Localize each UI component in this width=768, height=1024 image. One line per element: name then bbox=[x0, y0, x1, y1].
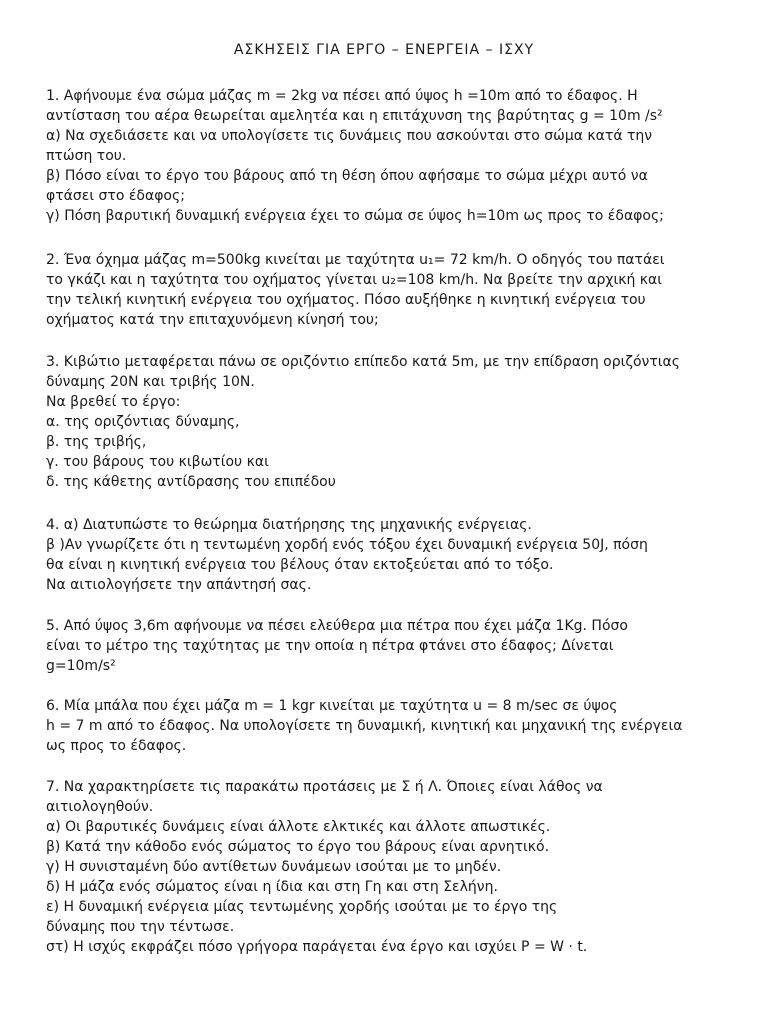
q7-item-e: ε) Η δυναμική ενέργεια μίας τεντωμένης χορδής ισούται με το έργο της bbox=[46, 899, 558, 915]
q1-part-a: πτώση του. bbox=[46, 148, 127, 164]
q7-item-b: β) Κατά την κάθοδο ενός σώματος το έργο του βάρους είναι αρνητικό. bbox=[46, 839, 550, 855]
q4-part-b: θα είναι η κινητική ενέργεια του βέλους όταν εκτοξεύεται από το τόξο. bbox=[46, 557, 554, 573]
q3-line: 3. Κιβώτιο μεταφέρεται πάνω σε οριζόντιο επίπεδο κατά 5m, με την επίδραση οριζόντιας bbox=[46, 354, 680, 370]
q7-item-f: στ) Η ισχύς εκφράζει πόσο γρήγορα παράγεται ένα έργο και ισχύει P = W · t. bbox=[46, 939, 588, 955]
q1-line: αντίσταση του αέρα θεωρείται αμελητέα και η επιτάχυνση της βαρύτητας g = 10m /s² bbox=[46, 108, 663, 124]
q7-item-a: α) Οι βαρυτικές δυνάμεις είναι άλλοτε ελκτικές και άλλοτε απωστικές. bbox=[46, 819, 551, 835]
q1-part-b: φτάσει στο έδαφος; bbox=[46, 188, 185, 204]
q5-line: είναι το μέτρο της ταχύτητας με την οποία η πέτρα φτάνει στο έδαφος; Δίνεται bbox=[46, 638, 614, 654]
q6-line: h = 7 m από το έδαφος. Να υπολογίσετε τη δυναμική, κινητική και μηχανική της ενέργεια bbox=[46, 718, 683, 734]
q1-part-b: β) Πόσο είναι το έργο του βάρους από τη θέση όπου αφήσαμε το σώμα μέχρι αυτό να bbox=[46, 168, 648, 184]
q5-line: g=10m/s² bbox=[46, 658, 116, 674]
q7-line: 7. Να χαρακτηρίσετε τις παρακάτω προτάσεις με Σ ή Λ. Όποιες είναι λάθος να bbox=[46, 779, 603, 795]
q1-part-c: γ) Πόση βαρυτική δυναμική ενέργεια έχει το σώμα σε ύψος h=10m ως προς το έδαφος; bbox=[46, 208, 664, 224]
q7-item-e: δύναμης που την τέντωσε. bbox=[46, 919, 235, 935]
q3-item-c: γ. του βάρους του κιβωτίου και bbox=[46, 454, 269, 470]
q2-line: την τελική κινητική ενέργεια του οχήματος. Πόσο αυξήθηκε η κινητική ενέργεια του bbox=[46, 292, 646, 308]
q2-line: το γκάζι και η ταχύτητα του οχήματος γίνεται u₂=108 km/h. Να βρείτε την αρχική και bbox=[46, 272, 663, 288]
q3-item-d: δ. της κάθετης αντίδρασης του επιπέδου bbox=[46, 474, 336, 490]
q7-item-c: γ) Η συνισταμένη δύο αντίθετων δυνάμεων ισούται με το μηδέν. bbox=[46, 859, 502, 875]
q3-prompt: Να βρεθεί το έργο: bbox=[46, 394, 181, 410]
q6-line: ως προς το έδαφος. bbox=[46, 738, 187, 754]
q6-line: 6. Μία μπάλα που έχει μάζα m = 1 kgr κινείται με ταχύτητα u = 8 m/sec σε ύψος bbox=[46, 698, 618, 714]
q7-item-d: δ) Η μάζα ενός σώματος είναι η ίδια και στη Γη και στη Σελήνη. bbox=[46, 879, 498, 895]
page-title: ΑΣΚΗΣΕΙΣ ΓΙΑ ΕΡΓΟ – ΕΝΕΡΓΕΙΑ – ΙΣΧΥ bbox=[233, 42, 535, 58]
q2-line: οχήματος κατά την επιταχυνόμενη κίνησή του; bbox=[46, 312, 379, 328]
q2-line: 2. Ένα όχημα μάζας m=500kg κινείται με ταχύτητα u₁= 72 km/h. Ο οδηγός του πατάει bbox=[46, 252, 665, 268]
q4-part-a: 4. α) Διατυπώστε το θεώρημα διατήρησης της μηχανικής ενέργειας. bbox=[46, 517, 532, 533]
q3-line: δύναμης 20Ν και τριβής 10Ν. bbox=[46, 374, 255, 390]
q3-item-a: α. της οριζόντιας δύναμης, bbox=[46, 414, 240, 430]
q3-item-b: β. της τριβής, bbox=[46, 434, 147, 450]
q4-part-b: β )Αν γνωρίζετε ότι η τεντωμένη χορδή ενός τόξου έχει δυναμική ενέργεια 50J, πόση bbox=[46, 537, 648, 553]
q1-part-a: α) Να σχεδιάσετε και να υπολογίσετε τις δυνάμεις που ασκούνται στο σώμα κατά την bbox=[46, 128, 653, 144]
q4-line: Να αιτιολογήσετε την απάντησή σας. bbox=[46, 577, 312, 593]
q5-line: 5. Από ύψος 3,6m αφήνουμε να πέσει ελεύθερα μια πέτρα που έχει μάζα 1Kg. Πόσο bbox=[46, 618, 628, 634]
q1-line: 1. Αφήνουμε ένα σώμα μάζας m = 2kg να πέσει από ύψος h =10m από το έδαφος. Η bbox=[46, 88, 638, 104]
q7-line: αιτιολογηθούν. bbox=[46, 799, 154, 815]
